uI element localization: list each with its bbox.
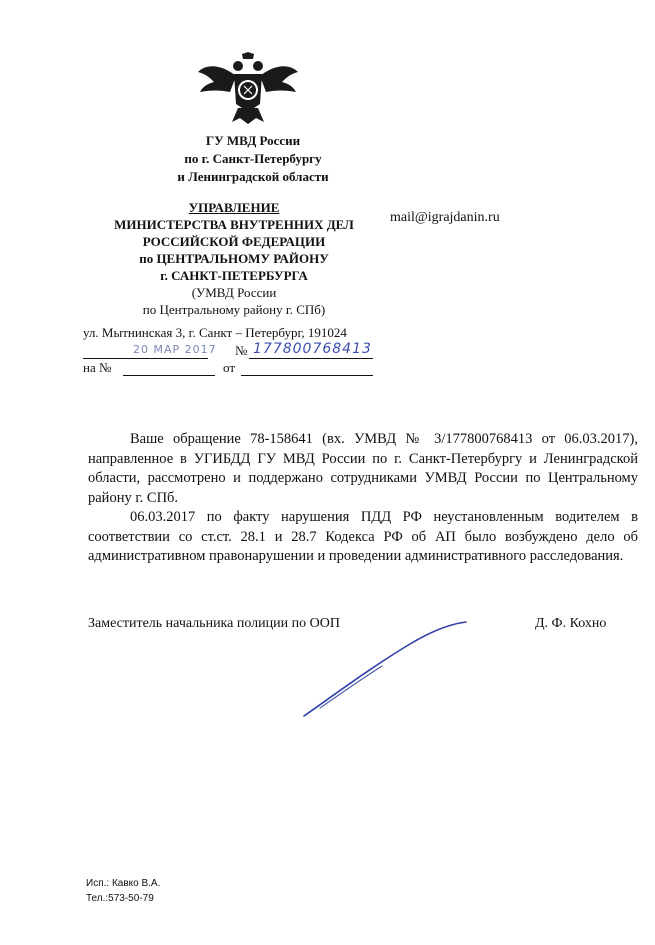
sender-address: ул. Мытнинская 3, г. Санкт – Петербург, 191024 (83, 325, 347, 340)
dept-line-4: по ЦЕНТРАЛЬНОМУ РАЙОНУ (139, 251, 329, 266)
org-line-1: ГУ МВД России (205, 133, 301, 148)
incoming-reference (83, 360, 383, 378)
from-label: от (223, 360, 236, 375)
org-line-2: по г. Санкт-Петербургу (184, 151, 322, 166)
dept-line-6: (УМВД России (191, 285, 277, 300)
executor-phone: Тел.:573-50-79 (86, 893, 154, 904)
date-underline (83, 358, 208, 359)
dept-line-3: РОССИЙСКОЙ ФЕДЕРАЦИИ (142, 234, 326, 249)
letter-body (88, 430, 638, 567)
date-stamp: 20 МАР 2017 (133, 343, 217, 356)
dept-line-2: МИНИСТЕРСТВА ВНУТРЕННИХ ДЕЛ (114, 217, 354, 232)
recipient-email: mail@igrajdanin.ru (390, 210, 500, 225)
department-header (84, 199, 384, 318)
dept-line-1: УПРАВЛЕНИЕ (188, 200, 280, 215)
number-label: № (235, 343, 248, 358)
on-number-underline (123, 375, 215, 376)
handwritten-number: 177800768413 (253, 341, 372, 357)
dept-line-7: по Центральному району г. СПб) (142, 302, 326, 317)
body-paragraph-2: 06.03.2017 по факту нарушения ПДД РФ неустановленным водителем в соответствии со ст.ст. 28.1 и 28.7 Кодекса РФ об АП было возбуждено дело об административном правонарушении и проведении административного расследования. (88, 509, 638, 564)
handwritten-signature (300, 620, 470, 720)
number-underline (249, 358, 373, 359)
from-underline (241, 375, 373, 376)
org-line-3: и Ленинградской области (177, 169, 329, 184)
body-paragraph-1: Ваше обращение 78-158641 (вх. УМВД № 3/177800768413 от 06.03.2017), направленное в УГИБДД ГУ МВД России по г. Санкт-Петербургу и Ленинградской области, рассмотрено и поддержано сотрудниками УМВД России по Центральному району г. СПб. (88, 431, 638, 506)
on-number-label: на № (83, 360, 112, 375)
signer-position: Заместитель начальника полиции по ООП (88, 616, 340, 631)
outgoing-reference (83, 343, 383, 361)
executor-info (86, 876, 160, 906)
signer-name: Д. Ф. Кохно (535, 616, 607, 631)
executor-name: Исп.: Кавко В.А. (86, 878, 161, 889)
organization-header (118, 132, 388, 186)
dept-line-5: г. САНКТ-ПЕТЕРБУРГА (160, 268, 308, 283)
mvd-emblem-icon (196, 52, 300, 126)
